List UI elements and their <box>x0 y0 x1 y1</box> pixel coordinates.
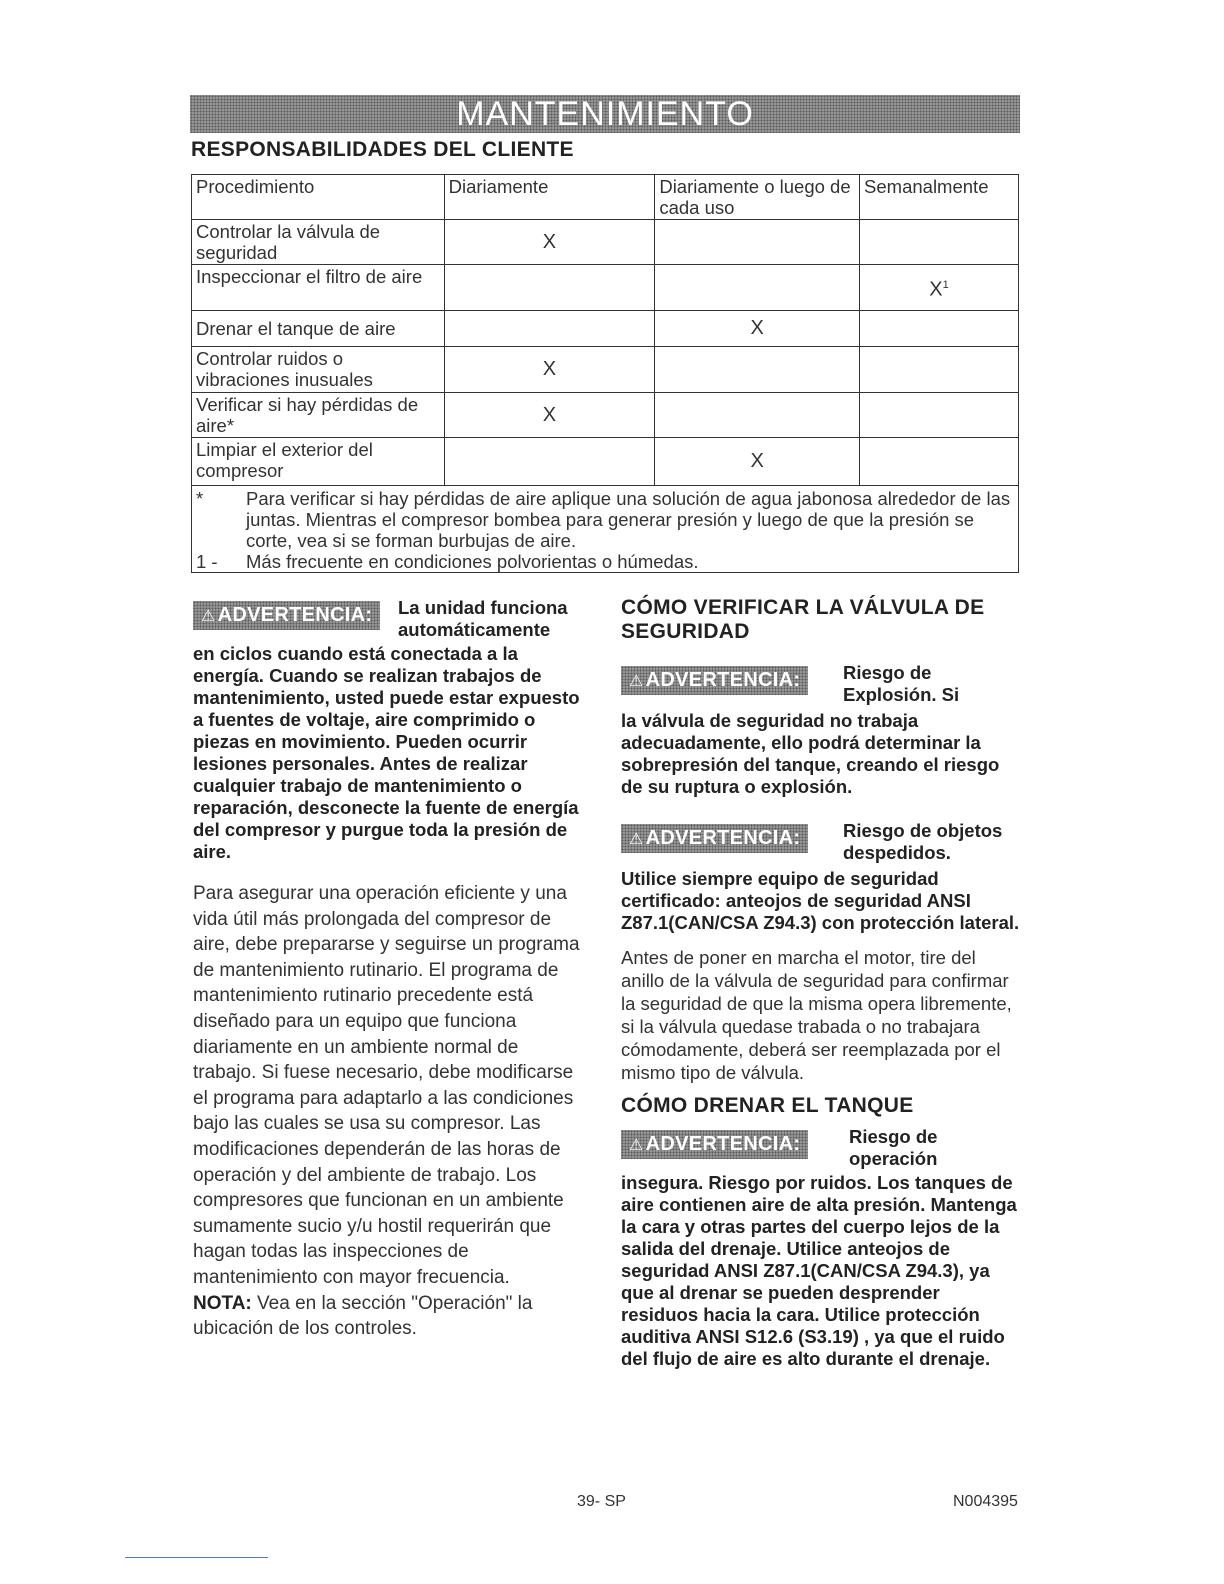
warning-label: ADVERTENCIA: <box>645 827 801 849</box>
daily-cell: X <box>444 347 655 393</box>
warning-lead: Riesgo de Explosión. Si <box>843 662 960 705</box>
footnote-mark: 1 - <box>196 551 218 572</box>
procedure-cell: Verificar si hay pérdidas de aire <box>196 394 419 436</box>
warning-lead: La unidad funciona automáticamente <box>398 597 568 640</box>
warning-block <box>621 820 1021 870</box>
warning-triangle-icon: ⚠ <box>201 608 216 625</box>
footnote <box>196 551 1012 572</box>
table-row <box>192 393 1019 438</box>
weekly-cell <box>860 393 1019 438</box>
section-banner <box>190 95 1020 133</box>
warning-label: ADVERTENCIA: <box>645 669 801 691</box>
warning-triangle-icon: ⚠ <box>629 673 644 690</box>
weekly-cell <box>860 347 1019 393</box>
footnote-text: Más frecuente en condiciones polvorientas o húmedas. <box>246 551 699 572</box>
table-row <box>192 347 1019 393</box>
daily-cell <box>444 438 655 486</box>
daily-cell <box>444 311 655 347</box>
weekly-cell <box>860 220 1019 265</box>
procedure-cell: Controlar ruidos o vibraciones inusuales <box>192 347 445 393</box>
warning-badge <box>621 1130 808 1159</box>
heading-safety-valve: CÓMO VERIFICAR LA VÁLVULA DE SEGURIDAD <box>621 596 985 643</box>
warning-block <box>621 662 1021 712</box>
footnote-text: Para verificar si hay pérdidas de aire aplique una solución de agua jabonosa alrededor de las juntas. Mientras el compresor bombea para generar presión y luego de que la presión se corte, vea si se forman burbujas de aire. <box>246 488 1011 551</box>
page-number: 39- SP <box>577 1493 626 1510</box>
note-paragraph <box>193 1291 585 1342</box>
each-use-cell <box>655 265 860 311</box>
warning-block <box>621 1126 1021 1176</box>
each-use-cell <box>655 220 860 265</box>
note-label: NOTA: <box>193 1292 252 1314</box>
safety-valve-paragraph: Antes de poner en marcha el motor, tire del anillo de la válvula de seguridad para confirmar la seguridad de que la misma opera libremente, si la válvula quedase trabada o no trabajara cómodamente, deberá ser reemplazada por el mismo tipo de válvula. <box>621 947 1012 1083</box>
each-use-cell <box>655 393 860 438</box>
warning-badge <box>193 601 380 630</box>
warning-label: ADVERTENCIA: <box>217 604 373 626</box>
each-use-cell <box>655 347 860 393</box>
footer-rule <box>125 1557 268 1558</box>
warning-lead: Riesgo de operación <box>849 1126 938 1169</box>
note-text: Vea en la sección "Operación" la ubicación de los controles. <box>193 1292 533 1340</box>
table-row <box>192 265 1019 311</box>
document-code: N004395 <box>953 1493 1018 1510</box>
procedure-cell: Drenar el tanque de aire <box>192 311 445 347</box>
warning-badge <box>621 824 808 853</box>
header-procedure: Procedimiento <box>192 175 445 220</box>
warning-badge <box>621 666 808 695</box>
weekly-cell <box>860 438 1019 486</box>
table-notes <box>192 486 1019 573</box>
header-each-use: Diariamente o luego de cada uso <box>655 175 860 220</box>
warning-lead: Riesgo de objetos despedidos. <box>843 820 1003 863</box>
procedure-cell: Limpiar el exterior del compresor <box>192 438 445 486</box>
header-weekly: Semanalmente <box>860 175 1019 220</box>
warning-triangle-icon: ⚠ <box>629 831 644 848</box>
weekly-cell <box>860 311 1019 347</box>
table-header-row <box>192 175 1019 220</box>
daily-cell: X <box>444 220 655 265</box>
table-notes-row <box>192 486 1019 573</box>
footnote <box>196 488 1012 551</box>
procedure-cell: Inspeccionar el filtro de aire <box>192 265 445 311</box>
maintenance-table <box>191 174 1019 573</box>
warning-triangle-icon: ⚠ <box>629 1137 644 1154</box>
warning-text: la válvula de seguridad no trabaja adecuadamente, ello podrá determinar la sobrepresión del tanque, creando el riesgo de su ruptura o explosión. <box>621 710 1000 797</box>
table-row <box>192 311 1019 347</box>
table-row <box>192 438 1019 486</box>
header-daily: Diariamente <box>444 175 655 220</box>
maintenance-paragraph: Para asegurar una operación eficiente y una vida útil más prolongada del compresor de aire, debe prepararse y seguirse un programa de mantenimiento rutinario. El programa de mantenimiento rutinario precedente está diseñado para un equipo que funciona diariamente en un ambiente normal de trabajo. Si fuese necesario, debe modificarse el programa para adaptarlo a las condiciones bajo las cuales se usa su compresor. Las modificaciones dependerán de las horas de operación y del ambiente de trabajo. Los compresores que funcionan en un ambiente sumamente sucio y/u hostil requerirán que hagan todas las inspecciones de mantenimiento con mayor frecuencia. <box>193 883 580 1288</box>
right-column <box>621 596 1021 1370</box>
weekly-cell-wrap <box>860 265 1019 311</box>
footnote-mark: * <box>196 488 204 509</box>
warning-block <box>193 597 585 647</box>
warning-text: en ciclos cuando está conectada a la energía. Cuando se realizan trabajos de mantenimiento, usted puede estar expuesto a fuentes de voltaje, aire comprimido o piezas en movimiento. Pueden ocurrir lesiones personales. Antes de realizar cualquier trabajo de mantenimiento o reparación, desconecte la fuente de energía del compresor y purgue toda la presión de aire. <box>193 643 580 862</box>
weekly-cell: X <box>929 278 943 301</box>
section-title: RESPONSABILIDADES DEL CLIENTE <box>191 138 574 161</box>
left-column <box>193 597 585 1342</box>
each-use-cell: X <box>655 311 860 347</box>
banner-title: MANTENIMIENTO <box>456 94 754 133</box>
warning-text: Utilice siempre equipo de seguridad certificado: anteojos de seguridad ANSI Z87.1(CAN/CSA Z94.3) con protección lateral. <box>621 868 1020 933</box>
leak-footnote-mark: * <box>226 415 235 436</box>
weekly-footnote-ref: 1 <box>942 278 949 291</box>
daily-cell: X <box>444 393 655 438</box>
table-row <box>192 220 1019 265</box>
each-use-cell: X <box>655 438 860 486</box>
heading-drain-tank: CÓMO DRENAR EL TANQUE <box>621 1094 914 1117</box>
procedure-cell-wrap <box>192 393 445 438</box>
warning-label: ADVERTENCIA: <box>645 1133 801 1155</box>
procedure-cell: Controlar la válvula de seguridad <box>192 220 445 265</box>
daily-cell <box>444 265 655 311</box>
warning-text: insegura. Riesgo por ruidos. Los tanques de aire contienen aire de alta presión. Mantenga la cara y otras partes del cuerpo lejos de la salida del drenaje. Utilice anteojos de seguridad ANSI Z87.1(CAN/CSA Z94.3), ya que al drenar se pueden desprender residuos hacia la cara. Utilice protección auditiva ANSI S12.6 (S3.19) , ya que el ruido del flujo de aire es alto durante el drenaje. <box>621 1172 1017 1369</box>
